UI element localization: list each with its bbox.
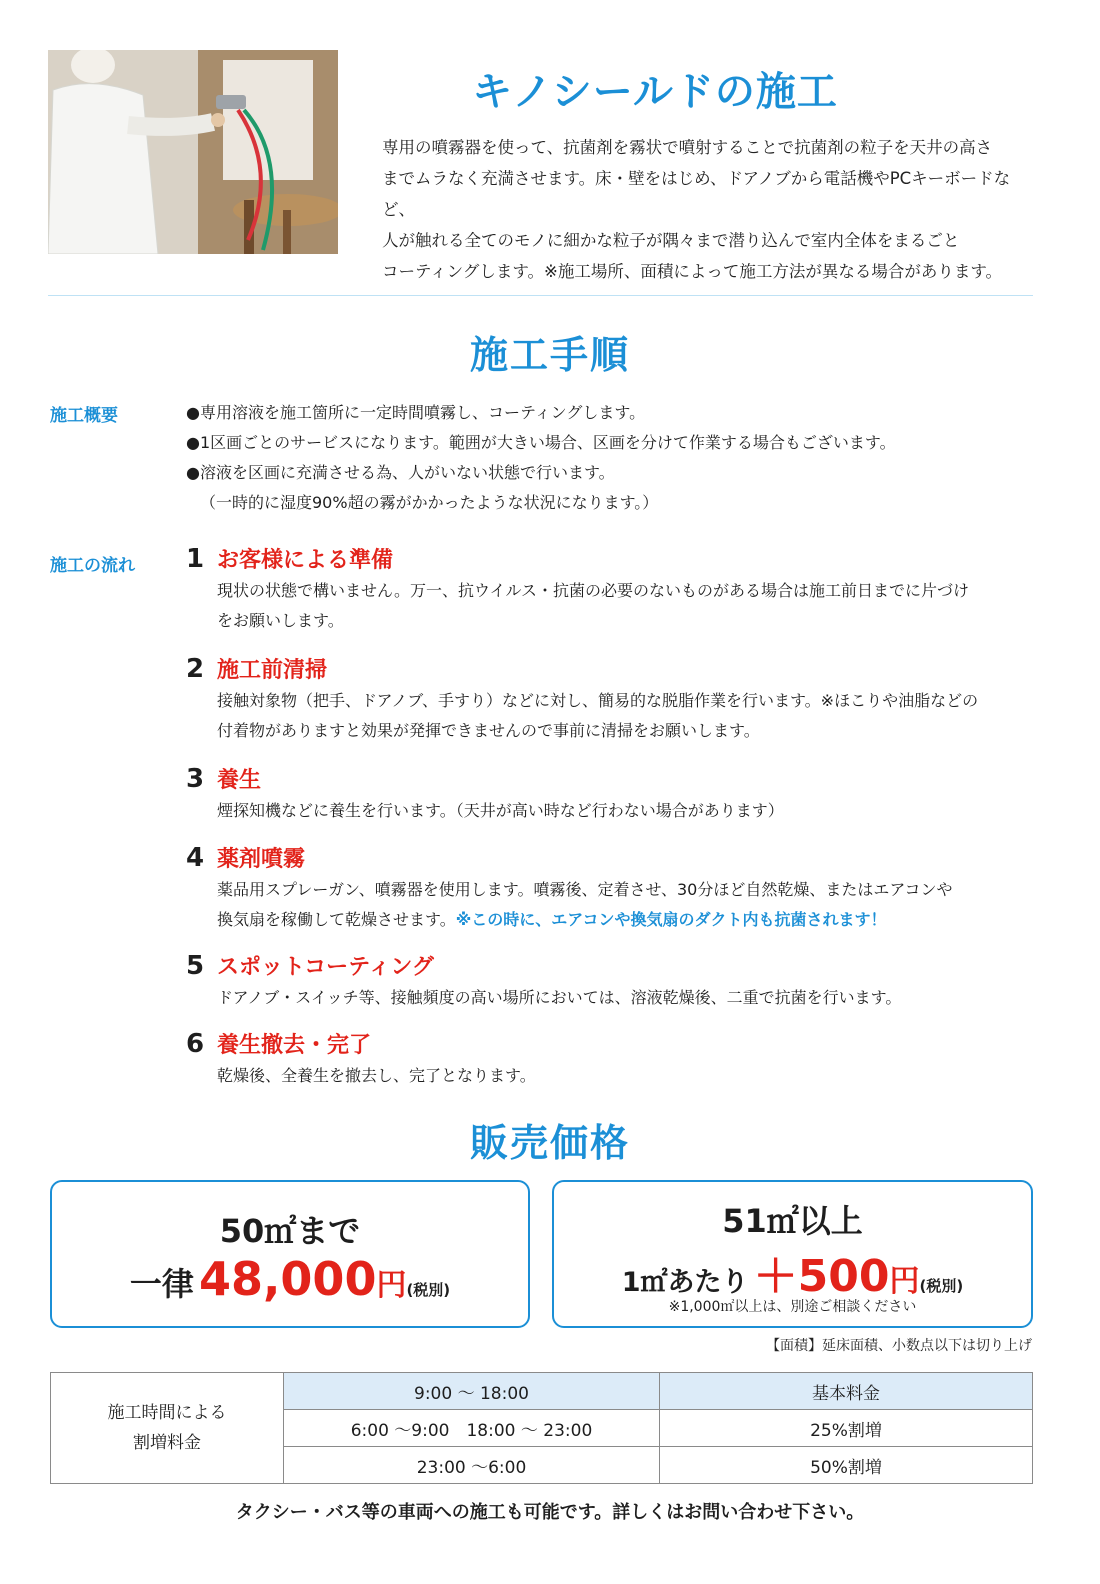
surcharge-table <box>50 1372 1033 1484</box>
step-title: スポットコーティング <box>217 955 434 980</box>
step-text: 付着物がありますと効果が発揮できませんので事前に清掃をお願いします。 <box>217 721 760 740</box>
duct-note: ※この時に、エアコンや換気扇のダクト内も抗菌されます！ <box>455 910 887 929</box>
overview-item: ●溶液を区画に充満させる為、人がいない状態で行います。 <box>186 463 615 482</box>
surcharge-label <box>51 1373 284 1484</box>
step-title: 養生 <box>217 768 262 793</box>
procedure-title: 施工手順 <box>469 333 630 377</box>
price-yen: 円 <box>889 1264 920 1299</box>
time-cell: 6:00 ～9:00 18:00 ～ 23:00 <box>284 1410 660 1447</box>
large-area-note: ※1,000㎡以上は、別途ご相談ください <box>668 1299 917 1315</box>
step-4 <box>186 842 1046 935</box>
price-area-label: 50㎡まで <box>219 1212 361 1250</box>
price-line <box>554 1240 1031 1304</box>
step-text: 煙探知機などに養生を行います。（天井が高い時など行わない場合があります） <box>217 801 784 820</box>
overview-item: （一時的に湿度90%超の霧がかかったような状況になります。） <box>200 493 659 512</box>
step-text: 薬品用スプレーガン、噴霧器を使用します。噴霧後、定着させ、30分ほど自然乾燥、またはエアコンや <box>217 880 953 899</box>
spraying-worker-photo <box>48 50 338 254</box>
step-text-part: 換気扇を稼働して乾燥させます。 <box>217 910 456 929</box>
step-text: 現状の状態で構いません。万一、抗ウイルス・抗菌の必要のないものがある場合は施工前日までに片づけ <box>217 581 970 600</box>
step-number: 2 <box>186 654 205 684</box>
price-amount: 48,000 <box>198 1252 377 1306</box>
step-text <box>217 905 1046 935</box>
intro-line: 人が触れる全てのモノに細かな粒子が隅々まで潜り込んで室内全体をまるごと <box>382 231 960 250</box>
step-text: ドアノブ・スイッチ等、接触頻度の高い場所においては、溶液乾燥後、二重で抗菌を行います。 <box>217 988 902 1007</box>
price-prefix: 一律 <box>129 1265 194 1303</box>
step-number: 4 <box>186 843 205 873</box>
intro-line: コーティングします。※施工場所、面積によって施工方法が異なる場合があります。 <box>382 262 1003 281</box>
intro-line: までムラなく充満させます。床・壁をはじめ、ドアノブから電話機やPCキーボードなど、 <box>382 169 1011 219</box>
step-5 <box>186 950 1046 1013</box>
tax-note: (税別) <box>919 1277 964 1295</box>
price-yen: 円 <box>376 1268 407 1303</box>
time-cell: 9:00 ～ 18:00 <box>284 1373 660 1410</box>
page-title: キノシールドの施工 <box>472 69 838 115</box>
price-area-label: 51㎡以上 <box>722 1202 863 1240</box>
step-number: 1 <box>186 544 205 574</box>
price-prefix: 1㎡あたり <box>621 1267 749 1298</box>
overview-item: ●1区画ごとのサービスになります。範囲が大きい場合、区画を分けて作業する場合もございます。 <box>186 433 896 452</box>
pricing-title: 販売価格 <box>469 1121 630 1165</box>
area-calculation-note: 【面積】延床面積、小数点以下は切り上げ <box>766 1338 1032 1354</box>
surcharge-label-line: 割増料金 <box>133 1433 201 1453</box>
step-title: 養生撤去・完了 <box>217 1033 372 1058</box>
step-text: をお願いします。 <box>217 611 344 630</box>
flow-label: 施工の流れ <box>50 556 135 576</box>
step-number: 3 <box>186 764 205 794</box>
rate-cell: 25%割増 <box>660 1410 1033 1447</box>
step-title: 施工前清掃 <box>217 658 328 683</box>
step-6 <box>186 1028 1046 1091</box>
step-number: 5 <box>186 951 205 981</box>
price-line <box>52 1252 528 1306</box>
intro-line: 専用の噴霧器を使って、抗菌剤を霧状で噴射することで抗菌剤の粒子を天井の高さ <box>382 138 993 157</box>
step-title: 薬剤噴霧 <box>217 847 306 872</box>
step-1 <box>186 543 1046 636</box>
overview-item: ●専用溶液を施工箇所に一定時間噴霧し、コーティングします。 <box>186 403 646 422</box>
vehicle-service-note: タクシー・バス等の車両への施工も可能です。詳しくはお問い合わせ下さい。 <box>235 1502 865 1523</box>
tax-note: (税別) <box>406 1281 451 1299</box>
step-number: 6 <box>186 1029 205 1059</box>
step-3 <box>186 763 1046 826</box>
section-divider <box>48 295 1033 296</box>
step-text: 接触対象物（把手、ドアノブ、手すり）などに対し、簡易的な脱脂作業を行います。※ほこりや油脂などの <box>217 691 979 710</box>
overview-label: 施工概要 <box>50 406 118 426</box>
price-amount: ＋500 <box>753 1251 890 1302</box>
step-text: 乾燥後、全養生を撤去し、完了となります。 <box>217 1066 536 1085</box>
step-title: お客様による準備 <box>217 548 394 573</box>
rate-cell: 基本料金 <box>660 1373 1033 1410</box>
time-cell: 23:00 ～6:00 <box>284 1447 660 1484</box>
overview-list <box>186 398 1046 518</box>
intro-text <box>382 132 1042 287</box>
price-box-over-51 <box>552 1180 1033 1328</box>
step-2 <box>186 653 1046 746</box>
surcharge-label-line: 施工時間による <box>107 1403 227 1423</box>
rate-cell: 50%割増 <box>660 1447 1033 1484</box>
price-box-up-to-50 <box>50 1180 530 1328</box>
photo-illustration <box>48 50 338 254</box>
table-row <box>51 1373 1033 1410</box>
